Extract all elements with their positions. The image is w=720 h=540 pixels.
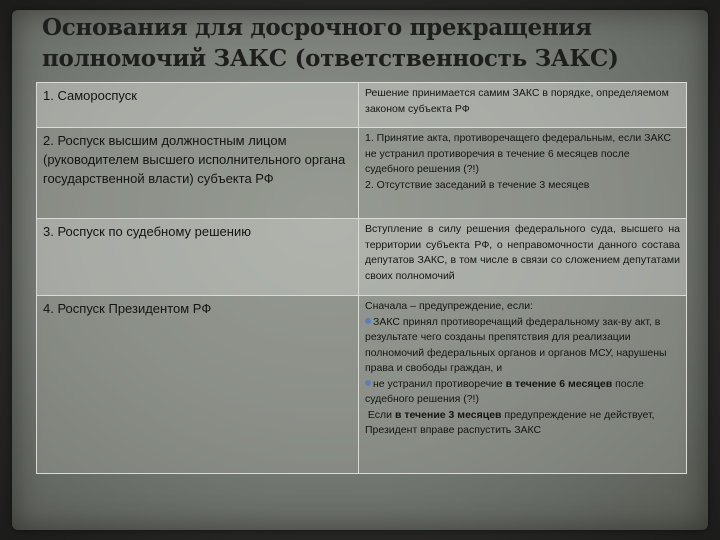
slide-title: Основания для досрочного прекращения полномочий ЗАКС (ответственность ЗАКС)	[42, 14, 619, 72]
row-1-ground: 1. Самороспуск	[37, 83, 359, 128]
row-4-bullet-2-text-b: после судебного решения (?!)	[365, 377, 644, 405]
row-4-conclusion-emphasis: в течение 3 месяцев	[394, 408, 502, 421]
table-row	[37, 219, 687, 296]
row-2-condition-1: 1. Принятие акта, противоречащего федеральным, если ЗАКС не устранил противоречия в течение 6 месяцев после судебного решения (?!)	[365, 132, 672, 175]
table-row	[37, 296, 687, 474]
row-3-description: Вступление в силу решения федерального суда, высшего на территории субъекта РФ, о неправомочности данного состава депутатов ЗАКС, в том числе в связи со сложением депутатами своих полномочий	[359, 219, 687, 296]
table-row	[37, 83, 687, 128]
row-4-ground: 4. Роспуск Президентом РФ	[37, 296, 359, 474]
row-3-ground: 3. Роспуск по судебному решению	[37, 219, 359, 296]
bullet-icon	[365, 380, 371, 386]
row-2-condition-2: 2. Отсутствие заседаний в течение 3 месяцев	[365, 178, 590, 191]
row-4-conclusion-text-b: предупреждение не действует, Президент вправе распустить ЗАКС	[365, 408, 655, 436]
grounds-table	[36, 82, 687, 474]
row-4-description	[359, 296, 687, 474]
row-2-description	[359, 128, 687, 219]
table-row	[37, 128, 687, 219]
row-4-conclusion	[365, 408, 680, 439]
row-2-ground: 2. Роспуск высшим должностным лицом (руководителем высшего исполнительного органа государственной власти) субъекта РФ	[37, 128, 359, 219]
row-4-bullet-1-text: ЗАКС принял противоречащий федеральному зак-ву акт, в результате чего созданы препятствия для реализации полномочий федеральных органов и органов МСУ, нарушены права и свободы граждан, и	[365, 315, 667, 374]
row-4-intro: Сначала – предупреждение, если:	[365, 300, 534, 312]
row-1-description: Решение принимается самим ЗАКС в порядке, определяемом законом субъекта РФ	[359, 83, 687, 128]
row-4-bullet-2-text-a: не устранил противоречие	[373, 377, 506, 390]
row-4-bullet-2-emphasis: в течение 6 месяцев	[505, 377, 613, 390]
row-4-bullet-2	[365, 377, 680, 408]
row-4-bullet-1	[365, 315, 680, 377]
bullet-icon	[365, 318, 371, 324]
row-4-conclusion-text-a: Если	[367, 408, 395, 421]
